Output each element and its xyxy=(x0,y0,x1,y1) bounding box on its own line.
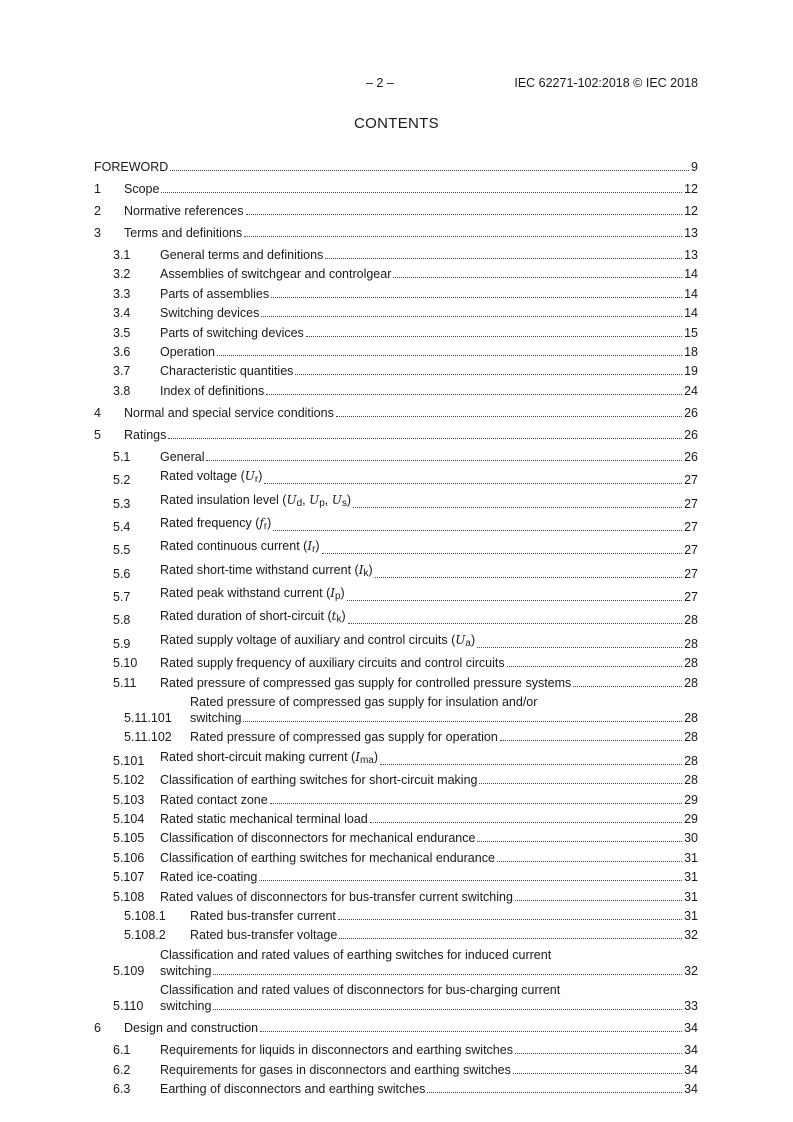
toc-entry-label: Index of definitions xyxy=(160,383,265,398)
toc-entry-number: 6.2 xyxy=(113,1062,131,1077)
toc-entry-number: 3.8 xyxy=(113,383,131,398)
toc-entry-page: 13 xyxy=(684,226,698,240)
toc-entry-label: Parts of assemblies xyxy=(160,286,270,301)
toc-entry-label: Rated pressure of compressed gas supply for insulation and/or xyxy=(190,695,538,710)
toc-entry[interactable] xyxy=(94,632,698,652)
toc-entry-page: 28 xyxy=(684,613,698,628)
toc-entry-label: Rated short-time withstand current $(I_k)$ xyxy=(160,562,373,579)
toc-entry[interactable] xyxy=(94,449,698,465)
toc-entry[interactable] xyxy=(94,729,698,745)
dot-leader xyxy=(161,192,682,193)
dot-leader xyxy=(370,822,682,823)
toc-entry[interactable] xyxy=(94,869,698,885)
dot-leader xyxy=(295,374,682,375)
toc-entry-number: 5.9 xyxy=(113,636,131,651)
toc-entry[interactable] xyxy=(94,286,698,302)
page-header xyxy=(94,76,698,92)
toc-entry-label: Rated supply frequency of auxiliary circuits and control circuits xyxy=(160,656,505,671)
toc-entry-number: 3.6 xyxy=(113,344,131,359)
toc-entry-page: 15 xyxy=(684,325,698,340)
contents-title: CONTENTS xyxy=(354,115,439,132)
dot-leader xyxy=(325,258,682,259)
toc-entry[interactable] xyxy=(94,655,698,671)
toc-entry[interactable] xyxy=(94,538,698,558)
toc-entry[interactable] xyxy=(94,1062,698,1078)
toc-entry-page: 34 xyxy=(684,1021,698,1036)
toc-entry-number: 5.105 xyxy=(113,831,145,846)
toc-entry-number: 5.2 xyxy=(113,473,131,488)
dot-leader xyxy=(213,974,682,975)
toc-entry-number: 3.4 xyxy=(113,306,131,321)
toc-entry[interactable] xyxy=(94,203,698,219)
toc-entry-page: 28 xyxy=(684,636,698,651)
dot-leader xyxy=(243,721,682,722)
toc-entry-label: Classification and rated values of disconnectors for bus-charging current xyxy=(160,983,561,998)
toc-entry[interactable] xyxy=(94,325,698,341)
toc-entry-label: Normal and special service conditions xyxy=(124,405,334,420)
toc-entry[interactable] xyxy=(94,1081,698,1097)
dot-leader xyxy=(427,1092,682,1093)
toc-entry-label: General xyxy=(160,449,205,464)
toc-entry-number: 6.1 xyxy=(113,1043,131,1058)
toc-entry-number: 5.104 xyxy=(113,811,145,826)
toc-entry-number: 5.109 xyxy=(113,963,145,978)
toc-entry-number: 3.5 xyxy=(113,325,131,340)
dot-leader xyxy=(497,861,682,862)
dot-leader xyxy=(338,919,682,920)
dot-leader xyxy=(339,938,682,939)
dot-leader xyxy=(260,1031,682,1032)
toc-entry[interactable] xyxy=(94,608,698,628)
dot-leader xyxy=(306,336,682,337)
dot-leader xyxy=(393,277,682,278)
table-of-contents xyxy=(94,159,698,1097)
toc-entry-page: 26 xyxy=(684,427,698,442)
dot-leader xyxy=(348,623,682,624)
toc-entry-label: Parts of switching devices xyxy=(160,325,304,340)
dot-leader xyxy=(168,438,682,439)
toc-entry-label: Terms and definitions xyxy=(124,226,243,240)
dot-leader xyxy=(244,236,682,237)
toc-entry-number: 5.8 xyxy=(113,613,131,628)
dot-leader xyxy=(353,507,682,508)
document-reference: IEC 62271-102:2018 © IEC 2018 xyxy=(514,76,698,90)
dot-leader xyxy=(322,553,683,554)
dot-leader xyxy=(500,740,682,741)
toc-entry-number: 5.7 xyxy=(113,590,131,605)
toc-entry[interactable] xyxy=(94,562,698,582)
toc-entry-label: Rated voltage $(U_r)$ xyxy=(160,469,263,486)
toc-entry-number: 5.5 xyxy=(113,543,131,558)
toc-entry-label: Classification of earthing switches for short-circuit making xyxy=(160,773,478,788)
toc-entry-page: 26 xyxy=(684,449,698,464)
dot-leader xyxy=(261,316,682,317)
toc-entry[interactable] xyxy=(94,675,698,691)
toc-entry-label: Assemblies of switchgear and controlgear xyxy=(160,267,392,282)
toc-entry-label-continued: switching xyxy=(160,963,212,978)
toc-entry-page: 19 xyxy=(684,364,698,379)
toc-entry-label: Scope xyxy=(124,182,160,196)
toc-entry[interactable] xyxy=(94,266,698,282)
dot-leader xyxy=(206,460,682,461)
toc-entry-label: Design and construction xyxy=(124,1021,259,1036)
dot-leader xyxy=(375,577,682,578)
toc-entry-label: Switching devices xyxy=(160,306,260,321)
dot-leader xyxy=(507,666,682,667)
dot-leader xyxy=(336,416,682,417)
dot-leader xyxy=(273,530,682,531)
toc-entry-label: Rated bus-transfer current xyxy=(190,908,336,923)
toc-entry[interactable] xyxy=(94,947,698,979)
toc-entry[interactable] xyxy=(94,247,698,263)
toc-entry-page: 27 xyxy=(684,566,698,581)
toc-entry[interactable] xyxy=(94,363,698,379)
toc-entry-label: Classification of earthing switches for mechanical endurance xyxy=(160,850,495,865)
toc-entry[interactable] xyxy=(94,492,698,512)
toc-entry-number: 6.3 xyxy=(113,1081,131,1096)
toc-entry-label: Rated short-circuit making current $(I_{ma})$ xyxy=(160,749,379,766)
toc-entry-label: Ratings xyxy=(124,427,167,442)
toc-entry-label: FOREWORD xyxy=(94,160,169,174)
toc-entry-page: 33 xyxy=(684,999,698,1014)
toc-entry[interactable] xyxy=(94,927,698,943)
toc-entry-page: 27 xyxy=(684,590,698,605)
toc-entry-number: 6 xyxy=(94,1021,101,1036)
toc-entry-label: Earthing of disconnectors and earthing switches xyxy=(160,1081,426,1096)
toc-entry-label: Rated pressure of compressed gas supply for controlled pressure systems xyxy=(160,675,572,690)
toc-entry[interactable] xyxy=(94,811,698,827)
page-number: – 2 – xyxy=(366,76,394,90)
toc-entry-page: 34 xyxy=(684,1043,698,1058)
toc-entry-page: 27 xyxy=(684,473,698,488)
toc-entry-number: 3.1 xyxy=(113,248,131,262)
toc-entry-page: 27 xyxy=(684,519,698,534)
toc-entry[interactable] xyxy=(94,159,698,175)
toc-entry-label: Requirements for liquids in disconnectors and earthing switches xyxy=(160,1043,513,1058)
toc-entry-number: 3.3 xyxy=(113,286,131,301)
dot-leader xyxy=(515,900,682,901)
toc-entry-label: Characteristic quantities xyxy=(160,364,294,379)
toc-entry-number: 5.11.102 xyxy=(124,730,172,745)
toc-entry[interactable] xyxy=(94,830,698,846)
dot-leader xyxy=(477,647,682,648)
toc-entry-number: 5.10 xyxy=(113,656,138,671)
toc-entry-number: 5.6 xyxy=(113,566,131,581)
toc-entry-page: 34 xyxy=(684,1062,698,1077)
toc-entry[interactable] xyxy=(94,1020,698,1036)
toc-entry-label: Normative references xyxy=(124,204,244,218)
toc-entry-page: 14 xyxy=(684,306,698,321)
toc-entry-label: Rated insulation level ($U_d$, $U_p$, $U_s$) xyxy=(160,492,352,509)
toc-entry-label: Rated contact zone xyxy=(160,792,268,807)
toc-entry-label: Classification of disconnectors for mechanical endurance xyxy=(160,831,476,846)
toc-entry[interactable] xyxy=(94,515,698,535)
toc-entry-number: 5.110 xyxy=(113,999,144,1014)
toc-entry-number: 5.107 xyxy=(113,870,145,885)
dot-leader xyxy=(246,214,683,215)
toc-entry-label: General terms and definitions xyxy=(160,248,324,262)
dot-leader xyxy=(270,803,682,804)
toc-entry-label: Rated duration of short-circuit $(t_k)$ xyxy=(160,609,346,626)
dot-leader xyxy=(271,297,682,298)
toc-entry[interactable] xyxy=(94,749,698,769)
toc-entry-page: 28 xyxy=(684,753,698,768)
dot-leader xyxy=(213,1009,682,1010)
toc-entry-number: 5.101 xyxy=(113,753,145,768)
toc-entry-number: 5.108 xyxy=(113,889,145,904)
dot-leader xyxy=(513,1073,682,1074)
toc-entry-label-continued: switching xyxy=(160,999,212,1014)
toc-entry-page: 18 xyxy=(684,344,698,359)
toc-entry-number: 4 xyxy=(94,405,101,420)
toc-entry-page: 28 xyxy=(684,675,698,690)
toc-entry-page: 28 xyxy=(684,711,698,726)
toc-entry-label: Rated continuous current $(I_r)$ xyxy=(160,539,320,556)
toc-entry-page: 13 xyxy=(684,248,698,262)
dot-leader xyxy=(347,600,682,601)
toc-entry-number: 5.11 xyxy=(113,675,137,690)
toc-entry-label: Rated static mechanical terminal load xyxy=(160,811,368,826)
toc-entry-page: 27 xyxy=(684,496,698,511)
toc-entry-page: 14 xyxy=(684,286,698,301)
toc-entry-label: Rated supply voltage of auxiliary and control circuits $(U_a)$ xyxy=(160,632,476,649)
toc-entry-page: 9 xyxy=(691,160,698,174)
toc-entry[interactable] xyxy=(94,908,698,924)
toc-entry-number: 5.103 xyxy=(113,792,145,807)
toc-entry[interactable] xyxy=(94,305,698,321)
toc-entry-label: Rated peak withstand current $(I_p)$ xyxy=(160,586,345,603)
toc-entry-page: 24 xyxy=(684,383,698,398)
dot-leader xyxy=(259,880,682,881)
toc-entry-page: 31 xyxy=(684,908,698,923)
toc-entry[interactable] xyxy=(94,889,698,905)
toc-entry-label: Rated pressure of compressed gas supply for operation xyxy=(190,730,498,745)
toc-entry-number: 3 xyxy=(94,226,101,240)
toc-entry-label: Rated frequency $(f_r)$ xyxy=(160,515,272,532)
toc-entry[interactable] xyxy=(94,344,698,360)
toc-entry-number: 3.7 xyxy=(113,364,131,379)
toc-entry[interactable] xyxy=(94,792,698,808)
toc-entry[interactable] xyxy=(94,982,698,1014)
toc-entry-number: 5.4 xyxy=(113,519,131,534)
toc-entry[interactable] xyxy=(94,694,698,726)
toc-entry-page: 12 xyxy=(684,204,698,218)
toc-entry-label: Classification and rated values of earthing switches for induced current xyxy=(160,947,552,962)
toc-entry-page: 30 xyxy=(684,831,698,846)
dot-leader xyxy=(217,355,682,356)
toc-entry[interactable] xyxy=(94,850,698,866)
toc-entry-page: 31 xyxy=(684,850,698,865)
toc-entry[interactable] xyxy=(94,427,698,443)
toc-entry-page: 28 xyxy=(684,656,698,671)
toc-entry-number: 1 xyxy=(94,182,101,196)
toc-entry-label: Rated ice-coating xyxy=(160,870,258,885)
toc-entry[interactable] xyxy=(94,225,698,241)
dot-leader xyxy=(170,170,689,171)
toc-entry[interactable] xyxy=(94,181,698,197)
dot-leader xyxy=(515,1053,682,1054)
toc-entry-number: 2 xyxy=(94,204,101,218)
toc-entry-page: 12 xyxy=(684,182,698,196)
toc-entry-label: Requirements for gases in disconnectors and earthing switches xyxy=(160,1062,511,1077)
toc-entry[interactable] xyxy=(94,405,698,421)
toc-entry[interactable] xyxy=(94,772,698,788)
toc-entry[interactable] xyxy=(94,585,698,605)
toc-entry-number: 3.2 xyxy=(113,267,131,282)
toc-entry-label: Rated values of disconnectors for bus-transfer current switching xyxy=(160,889,513,904)
toc-entry-page: 31 xyxy=(684,870,698,885)
toc-entry-number: 5.106 xyxy=(113,850,145,865)
toc-entry-number: 5.1 xyxy=(113,449,131,464)
toc-entry-page: 29 xyxy=(684,792,698,807)
dot-leader xyxy=(477,841,682,842)
toc-entry-number: 5.3 xyxy=(113,496,131,511)
toc-entry-page: 28 xyxy=(684,730,698,745)
toc-entry-page: 28 xyxy=(684,773,698,788)
toc-entry-number: 5 xyxy=(94,427,101,442)
dot-leader xyxy=(380,764,682,765)
toc-entry-page: 31 xyxy=(684,889,698,904)
toc-entry-page: 29 xyxy=(684,811,698,826)
toc-entry-page: 32 xyxy=(684,928,698,943)
toc-entry-number: 5.11.101 xyxy=(124,711,172,726)
toc-entry-page: 14 xyxy=(684,267,698,282)
toc-entry-page: 26 xyxy=(684,405,698,420)
dot-leader xyxy=(266,394,682,395)
toc-entry-page: 34 xyxy=(684,1081,698,1096)
toc-entry-label: Rated bus-transfer voltage xyxy=(190,928,338,943)
toc-entry-label: Operation xyxy=(160,344,215,359)
toc-entry-label-continued: switching xyxy=(190,711,242,726)
dot-leader xyxy=(479,783,682,784)
toc-entry-page: 32 xyxy=(684,963,698,978)
toc-entry-page: 27 xyxy=(684,543,698,558)
toc-entry-number: 5.108.1 xyxy=(124,908,166,923)
toc-entry[interactable] xyxy=(94,383,698,399)
toc-entry-number: 5.102 xyxy=(113,773,145,788)
toc-entry[interactable] xyxy=(94,468,698,488)
dot-leader xyxy=(264,483,682,484)
toc-entry[interactable] xyxy=(94,1042,698,1058)
dot-leader xyxy=(573,686,682,687)
toc-entry-number: 5.108.2 xyxy=(124,928,166,943)
